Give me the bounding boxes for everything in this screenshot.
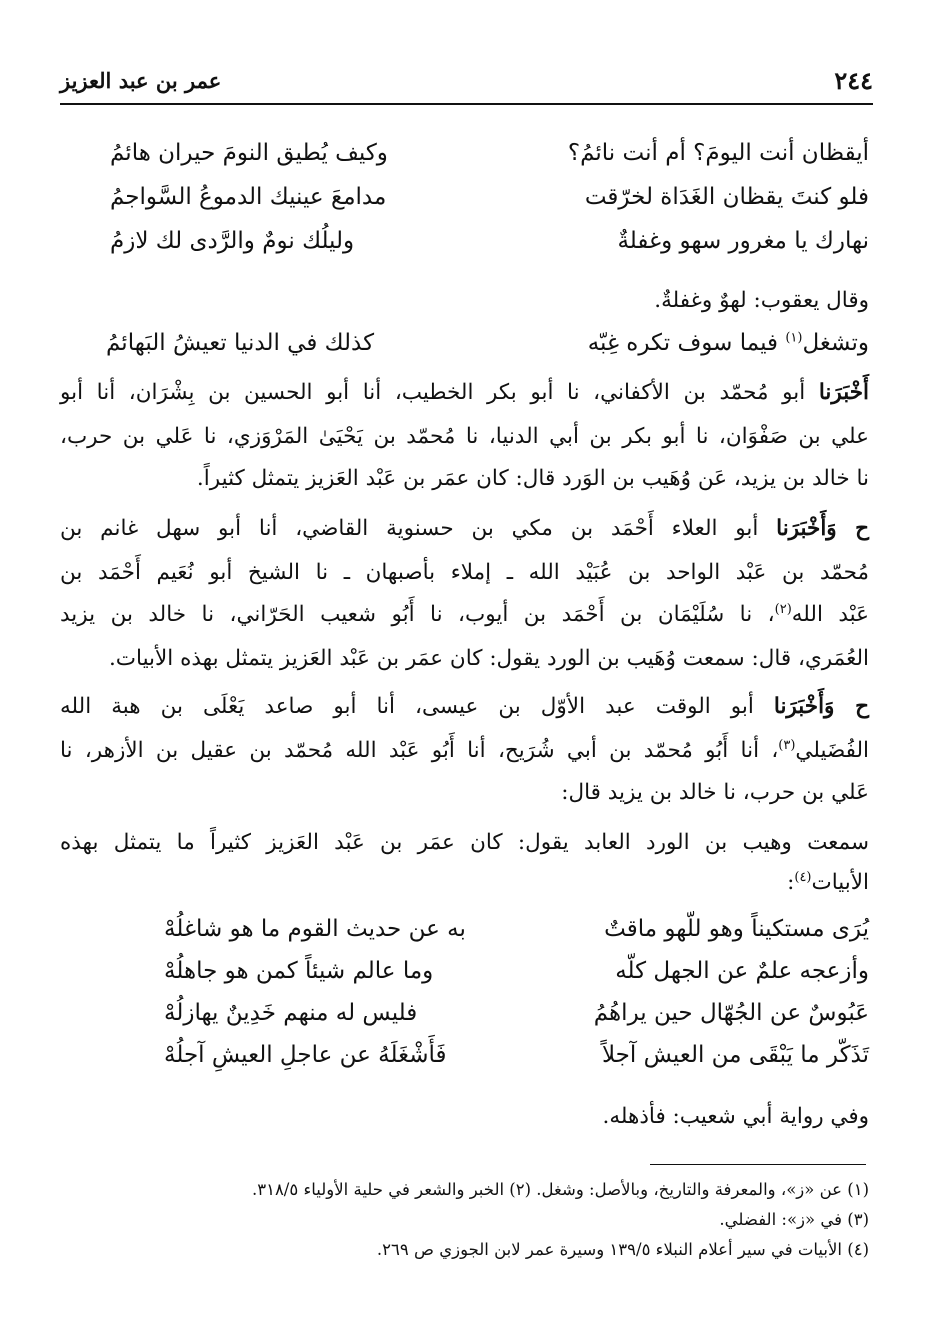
text-line <box>60 602 869 627</box>
text-line: نا خالد بن يزيد، عَن وُهَيب بن الوَرد قال: كان عمَر بن عَبْد العَزيز يتمثل كثيراً. <box>196 466 869 491</box>
footnote: (٤) الأبيات في سير أعلام النبلاء ١٣٩/٥ وسيرة عمر لابن الجوزي ص ٢٦٩. <box>376 1240 869 1259</box>
verse-first-hemistich: وأزعجه علمٌ عن الجهل كلّه <box>615 958 869 984</box>
footnote-ref: (١) <box>785 330 803 346</box>
verse-second-hemistich: وكيف يُطيق النومَ حيران هائمُ <box>110 140 388 166</box>
text-line <box>60 380 869 405</box>
footnote-rule <box>650 1164 866 1165</box>
verse-first-hemistich: تَذَكّر ما يَبْقَى من العيش آجلاً <box>601 1042 869 1068</box>
keyword: ح وَأَخْبَرَنا <box>773 694 869 719</box>
verse-second-hemistich: فليس له منهم خَدِينٌ يهازلُهْ <box>164 1000 418 1026</box>
footnote: (٣) في «ز»: الفضلي. <box>719 1210 869 1229</box>
text-line: العُمَري، قال: سمعت وُهَيب بن الورد يقول: كان عمَر بن عَبْد العَزيز يتمثل بهذه الأبيات. <box>108 646 869 671</box>
poem-verse <box>60 916 869 956</box>
verse-first-hemistich: عَبُوسٌ عن الجُهّال حين يراهُمُ <box>593 1000 869 1026</box>
text-line: علي بن صَفْوَان، نا أبو بكر بن أبي الدنيا، نا مُحمّد بن يَحْيَىٰ المَرْوَزي، نا عَلي بن حرب، <box>60 424 869 449</box>
verse-second-hemistich: به عن حديث القوم ما هو شاغلُهْ <box>164 916 466 942</box>
footnote-ref: (٣) <box>778 738 796 753</box>
header-rule <box>60 103 873 105</box>
verse-text: فيما سوف تكره غِبّه <box>587 330 786 356</box>
poem-verse <box>60 330 869 370</box>
line-text: ، أنا أَبُو مُحمّد بن أبي شُرَيح، أنا أَبُو عَبْد الله مُحمّد بن عقيل بن الأزهر، نا <box>60 738 779 764</box>
verse-text: وتشغل <box>802 330 869 356</box>
footnote-ref: (٢) <box>774 602 792 617</box>
text-line: سمعت وهيب بن الورد العابد يقول: كان عمَر بن عَبْد العَزيز كثيراً ما يتمثل بهذه <box>60 830 869 855</box>
verse-first-hemistich <box>588 330 869 356</box>
line-text: أبو مُحمّد بن الأكفاني، نا أبو بكر الخطيب، أنا أبو الحسين بن بِشْرَان، أنا أبو <box>60 380 819 405</box>
line-text: ، نا سُلَيْمَان بن أَحْمَد بن أيوب، نا أَبُو شعيب الحَرّاني، نا خالد بن يزيد <box>60 602 775 628</box>
poem-verse <box>60 184 869 224</box>
poem-verse <box>60 140 869 180</box>
text-line <box>60 694 869 719</box>
footnote: (١) عن «ز»، والمعرفة والتاريخ، وبالأصل: وشغل. (٢) الخبر والشعر في حلية الأولياء ٣١٨/٥. <box>251 1180 869 1199</box>
poem-verse <box>60 1000 869 1040</box>
note-line: وقال يعقوب: لهوٌ وغفلةٌ. <box>654 288 869 313</box>
footnote-ref: (٤) <box>794 870 812 885</box>
running-title: عمر بن عبد العزيز <box>60 68 222 93</box>
page-header <box>60 64 873 100</box>
line-text: الفُضَيلي <box>795 738 869 764</box>
verse-second-hemistich: كذلك في الدنيا تعيشُ البَهائمُ <box>106 330 375 356</box>
verse-first-hemistich: فلو كنتَ يقظان الغَدَاة لخرّقت <box>584 184 869 210</box>
text-line <box>60 870 869 895</box>
verse-first-hemistich: نهارك يا مغرور سهو وغفلةٌ <box>617 228 869 254</box>
line-text: أبو الوقت عبد الأوّل بن عيسى، أنا أبو صاعد يَعْلَى بن هبة الله <box>60 694 774 719</box>
keyword: أَخْبَرَنا <box>818 380 869 405</box>
verse-first-hemistich: يُرَى مستكيناً وهو للّهو ماقتٌ <box>604 916 869 942</box>
verse-second-hemistich: مدامعَ عينيك الدموعُ السَّواجمُ <box>110 184 387 210</box>
page-number: ٢٤٤ <box>834 66 873 95</box>
poem-verse <box>60 1042 869 1082</box>
line-text: : <box>787 870 795 896</box>
text-line: مُحمّد بن عَبْد الواحد بن عُبَيْد الله ـ إملاء بأصبهان ـ نا الشيخ أبو نُعَيم أَحْمَد بن <box>60 560 869 585</box>
verse-second-hemistich: وما عالم شيئاً كمن هو جاهلُهْ <box>164 958 434 984</box>
text-line <box>60 516 869 541</box>
text-line <box>60 738 869 763</box>
line-text: أبو العلاء أَحْمَد بن مكي بن حسنوية القاضي، أنا أبو سهل غانم بن <box>60 516 777 541</box>
verse-second-hemistich: فَأَشْغَلَهُ عن عاجلِ العيشِ آجلُهْ <box>164 1042 447 1068</box>
verse-second-hemistich: وليلُك نومٌ والرَّدى لك لازمُ <box>110 228 355 254</box>
line-text: عَبْد الله <box>791 602 869 628</box>
note-line: وفي رواية أبي شعيب: فأذهله. <box>602 1104 869 1129</box>
text-line: عَلي بن حرب، نا خالد بن يزيد قال: <box>561 780 869 805</box>
keyword: ح وَأَخْبَرَنا <box>776 516 870 541</box>
line-text: الأبيات <box>811 870 869 896</box>
verse-first-hemistich: أيقظان أنت اليومَ؟ أم أنت نائمُ؟ <box>567 140 869 166</box>
poem-verse <box>60 958 869 998</box>
poem-verse <box>60 228 869 268</box>
